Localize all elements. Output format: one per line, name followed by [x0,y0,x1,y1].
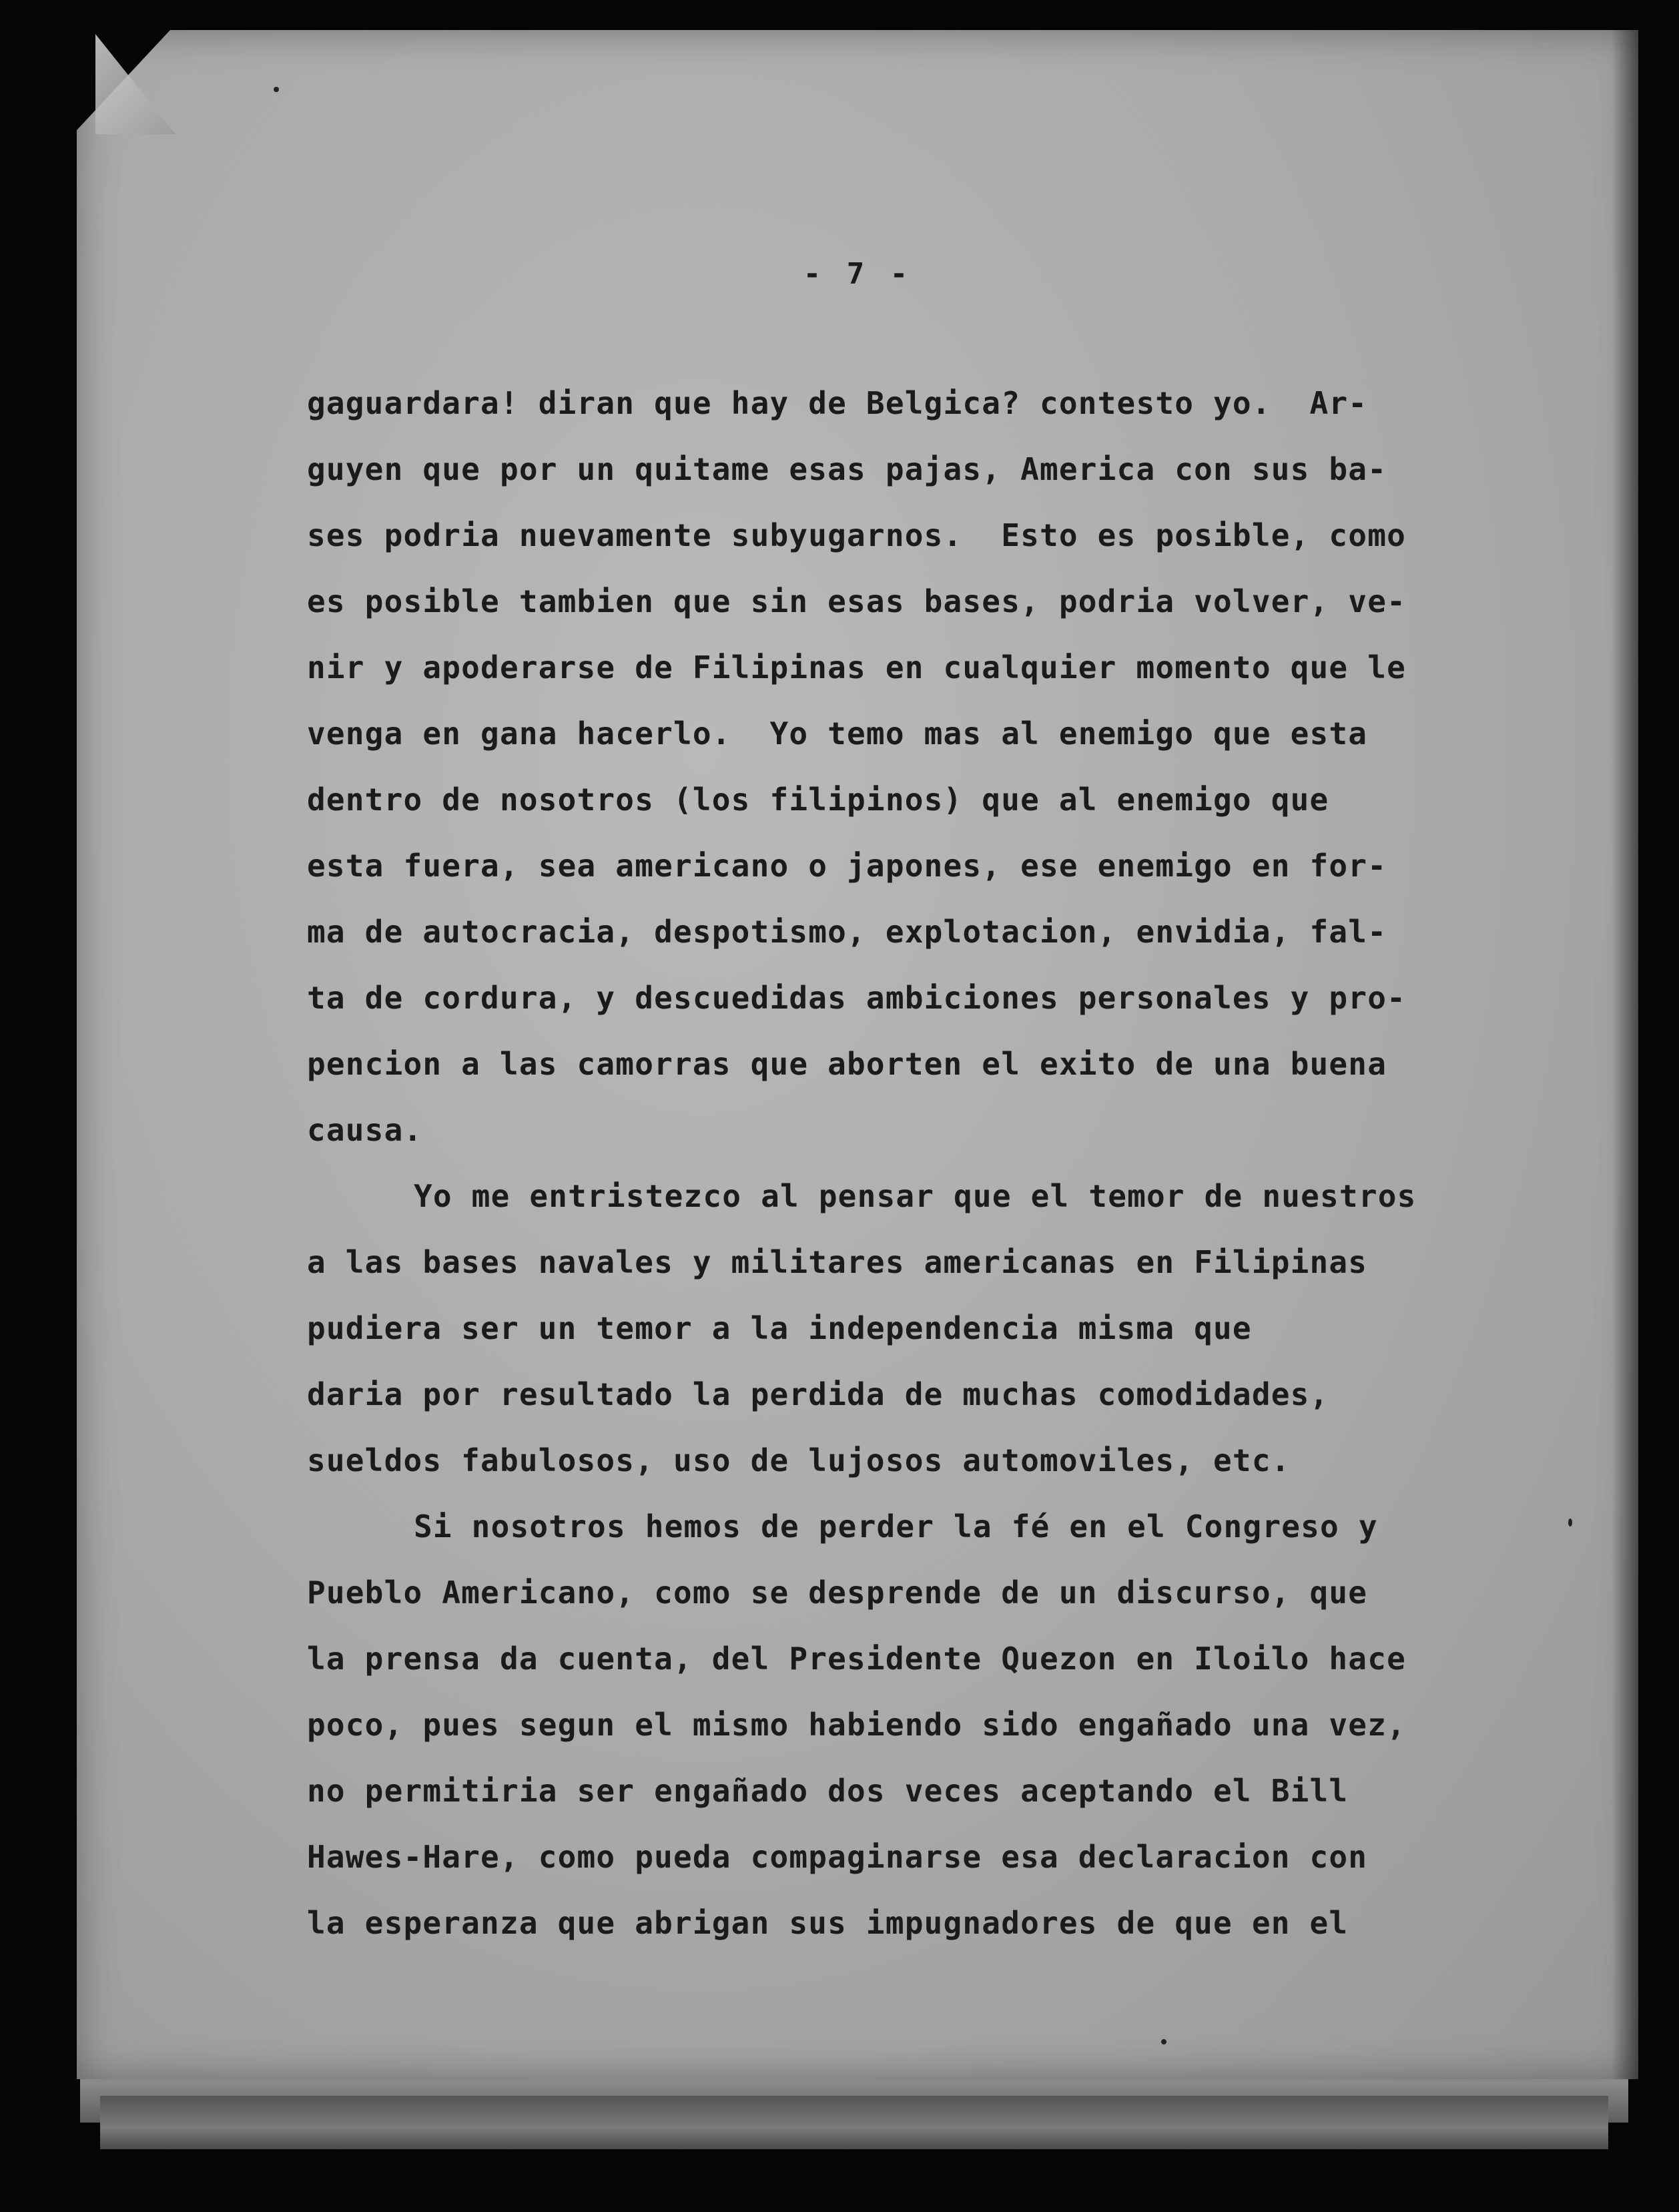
page-number: - 7 - [803,257,912,291]
text-line: Yo me entristezco al pensar que el temor de nuestros [414,1178,1417,1214]
text-line: guyen que por un quitame esas pajas, America con sus ba- [307,451,1387,487]
text-line: pudiera ser un temor a la independencia misma que [307,1310,1252,1346]
text-line: nir y apoderarse de Filipinas en cualquier momento que le [307,649,1406,685]
text-line: no permitiria ser engañado dos veces aceptando el Bill [307,1773,1349,1809]
text-line: ta de cordura, y descuedidas ambiciones personales y pro- [307,980,1406,1016]
text-line: poco, pues segun el mismo habiendo sido engañado una vez, [307,1707,1406,1743]
text-line: gaguardara! diran que hay de Belgica? contesto yo. Ar- [307,385,1368,421]
text-line: ses podria nuevamente subyugarnos. Esto es posible, como [307,517,1406,553]
dust-speck [1568,1518,1572,1527]
text-line: esta fuera, sea americano o japones, ese enemigo en for- [307,848,1387,884]
text-line: daria por resultado la perdida de muchas comodidades, [307,1376,1329,1412]
text-line: Si nosotros hemos de perder la fé en el Congreso y [414,1508,1378,1545]
text-line: es posible tambien que sin esas bases, podria volver, ve- [307,583,1406,619]
text-line: Pueblo Americano, como se desprende de un discurso, que [307,1575,1368,1611]
dust-speck [1161,2039,1166,2044]
dust-speck [274,87,279,92]
text-line: Hawes-Hare, como pueda compaginarse esa declaracion con [307,1839,1368,1875]
text-line: dentro de nosotros (los filipinos) que al enemigo que [307,782,1329,818]
text-line: ma de autocracia, despotismo, explotacion, envidia, fal- [307,914,1387,950]
under-sheet [100,2096,1608,2149]
text-line: pencion a las camorras que aborten el exito de una buena [307,1046,1387,1082]
page-edge-shadow [1612,30,1638,2079]
document-page [77,30,1638,2079]
text-line: sueldos fabulosos, uso de lujosos automoviles, etc. [307,1442,1291,1478]
text-line: causa. [307,1112,423,1148]
text-line: la esperanza que abrigan sus impugnadores de que en el [307,1905,1349,1941]
text-line: la prensa da cuenta, del Presidente Quezon en Iloilo hace [307,1641,1406,1677]
text-line: venga en gana hacerlo. Yo temo mas al enemigo que esta [307,716,1368,752]
text-line: a las bases navales y militares americanas en Filipinas [307,1244,1368,1280]
typewritten-text [307,370,1568,1956]
